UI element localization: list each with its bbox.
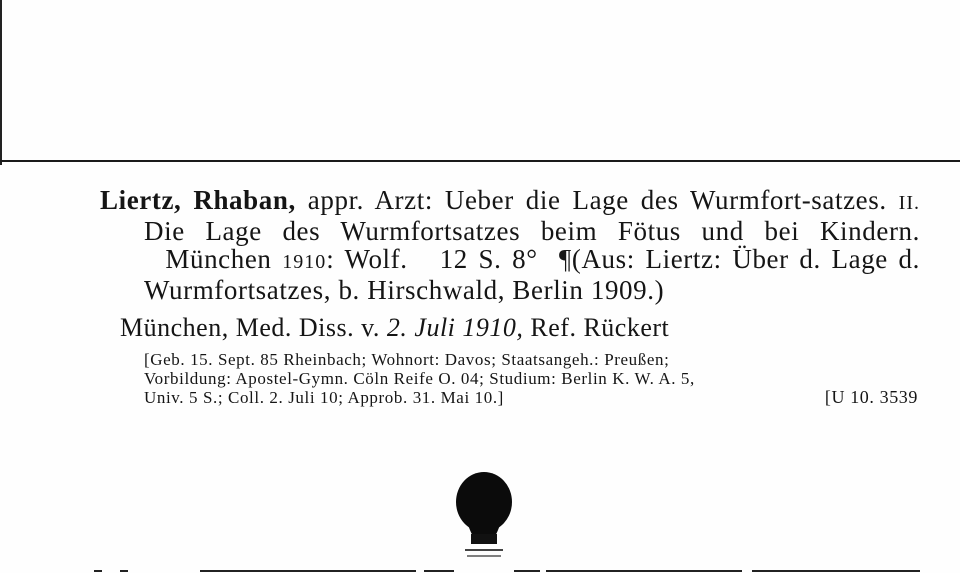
bottom-rule-7	[752, 570, 920, 572]
page-count: 12 S.	[439, 244, 502, 274]
imprint-publisher: : Wolf.	[326, 244, 408, 274]
dissertation-line	[120, 314, 920, 342]
author-name: Liertz, Rhaban,	[100, 185, 296, 215]
bibliographic-entry	[100, 186, 920, 304]
dissertation-place: München, Med. Diss. v.	[120, 313, 380, 342]
details-line-1: [Geb. 15. Sept. 85 Rheinbach; Wohnort: Davos; Staatsangeh.: Preußen;	[144, 350, 670, 369]
title-intro: appr. Arzt: Ueber die Lage des Wurmfort-satzes.	[307, 185, 887, 215]
bottom-rule-1	[94, 570, 102, 572]
bottom-rule-2	[120, 570, 128, 572]
card-divider-line	[0, 160, 960, 162]
dissertation-referee: Ref. Rückert	[530, 313, 670, 342]
imprint-place: München	[165, 244, 272, 274]
bottom-rule-6	[546, 570, 742, 572]
part-title: Die Lage des Wurmfortsatzes beim Fötus und bei Kindern.	[144, 216, 920, 246]
details-line-3-row	[144, 388, 918, 407]
ink-stamp-mark	[451, 470, 517, 566]
dissertation-date: 2. Juli 1910,	[386, 313, 524, 342]
part-number: II.	[898, 192, 920, 214]
catalog-card-text	[100, 186, 920, 407]
bottom-rule-5	[514, 570, 540, 572]
card-left-edge	[0, 0, 2, 165]
details-line-2: Vorbildung: Apostel-Gymn. Cöln Reife O. 04; Studium: Berlin K. W. A. 5,	[144, 369, 695, 388]
biographical-details	[144, 350, 918, 407]
book-format: 8°	[512, 244, 538, 274]
details-line-3: Univ. 5 S.; Coll. 2. Juli 10; Approb. 31. Mai 10.]	[144, 388, 504, 407]
shelfmark: [U 10. 3539	[824, 387, 918, 407]
bottom-rule-4	[424, 570, 454, 572]
bottom-rule-3	[200, 570, 416, 572]
source-note: ¶(Aus: Liertz: Über d. Lage d. Wurmfortsatzes, b. Hirschwald, Berlin 1909.)	[144, 244, 921, 305]
imprint-year: 1910	[282, 251, 327, 273]
